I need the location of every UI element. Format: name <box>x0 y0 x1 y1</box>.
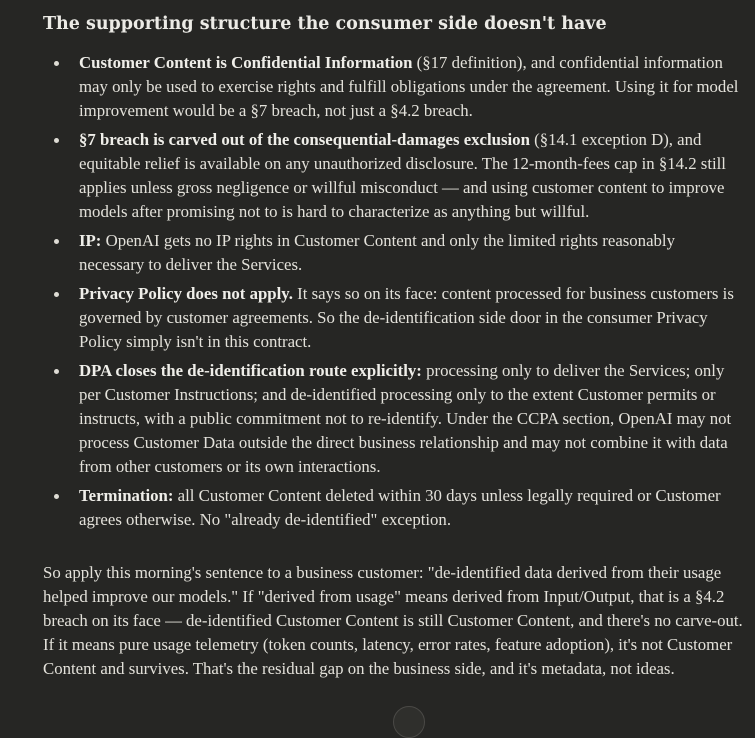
list-item <box>43 359 743 479</box>
list-item <box>43 51 743 123</box>
list-item <box>43 484 743 532</box>
list-item-text: (§17 definition), and confidential information may only be used to exercise rights and fulfill obligations under the agreement. Using it for model improvement would be a §7 breach, not just a §4.2 breach. <box>79 53 739 120</box>
list-item <box>43 282 743 354</box>
list-item-bold: §7 breach is carved out of the consequential-damages exclusion <box>79 130 530 149</box>
list-item-text: all Customer Content deleted within 30 days unless legally required or Customer agrees otherwise. No "already de-identified" exception. <box>79 486 721 529</box>
list-item-bold: Customer Content is Confidential Information <box>79 53 413 72</box>
list-item <box>43 229 743 277</box>
section-heading: The supporting structure the consumer side doesn't have <box>43 14 607 34</box>
list-item-bold: Termination: <box>79 486 174 505</box>
list-item-text: OpenAI gets no IP rights in Customer Content and only the limited rights reasonably necessary to deliver the Services. <box>79 231 675 274</box>
list-item <box>43 128 743 224</box>
bullet-list <box>43 51 743 532</box>
list-item-bold: DPA closes the de-identification route explicitly: <box>79 361 422 380</box>
list-item-bold: IP: <box>79 231 102 250</box>
list-item-text: (§14.1 exception D), and equitable relief is available on any unauthorized disclosure. The 12-month-fees cap in §14.2 still applies unless gross negligence or willful misconduct — and using customer content to improve models after promising not to is hard to characterize as anything but willful. <box>79 130 726 221</box>
list-item-text: processing only to deliver the Services; only per Customer Instructions; and de-identified processing only to the extent Customer permits or instructs, with a public commitment not to re-identify. Under the CCPA section, OpenAI may not process Customer Data outside the direct business relationship and may not combine it with data from other customers or its own interactions. <box>79 361 732 476</box>
chat-message <box>43 10 743 681</box>
list-item-text: It says so on its face: content processed for business customers is governed by customer agreements. So the de-identification side door in the consumer Privacy Policy simply isn't in this contract. <box>79 284 734 351</box>
scroll-down-button[interactable] <box>393 706 425 738</box>
closing-paragraph: So apply this morning's sentence to a business customer: "de-identified data derived from their usage helped improve our models." If "derived from usage" means derived from Input/Output, that is a §4.2 breach on its face — de-identified Customer Content is still Customer Content, and there's no carve-out. If it means pure usage telemetry (token counts, latency, error rates, feature adoption), it's not Customer Content and survives. That's the residual gap on the business side, and it's metadata, not ideas. <box>43 563 743 678</box>
list-item-bold: Privacy Policy does not apply. <box>79 284 293 303</box>
